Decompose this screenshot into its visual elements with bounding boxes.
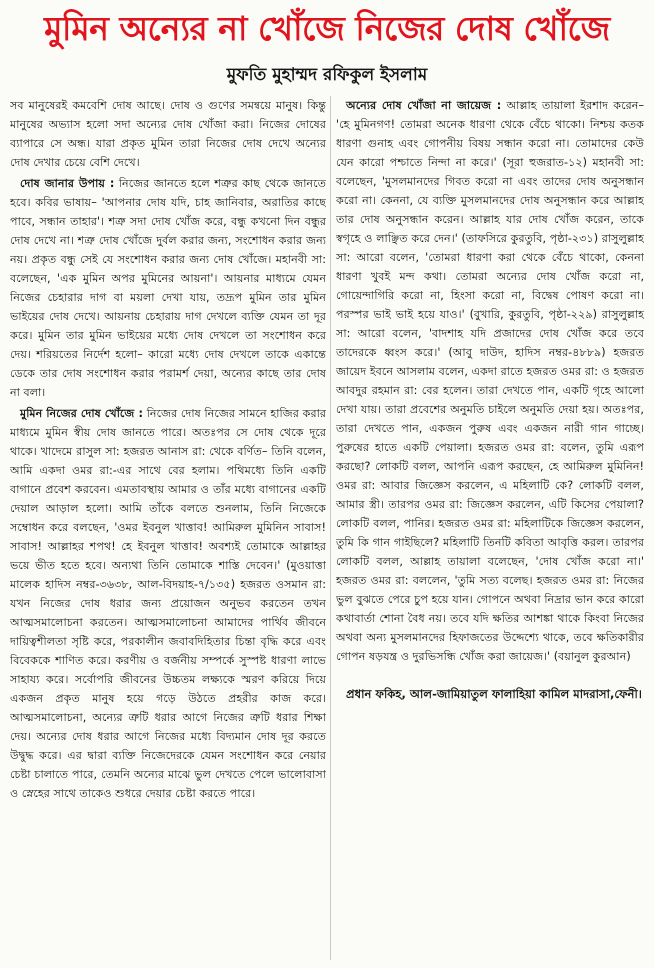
section-text: নিজের দোষ নিজের সামনে হাজির করার মাধ্যমে মুমিন স্বীয় দোষ জানতে পারে। অতঃপর সে দোষ থেকে দূরে থাকে। খাদেমে রাসুল সা: হজরত আনাস রা: থেকে বর্ণিত– তিনি বলেন, আমি একদা ওমর রা:-এর সাথে বের হলাম। পথিমধ্যে তিনি একটি বাগানে প্রবেশ করবেন। এমতাবস্থায় আমার ও তাঁর মধ্যে বাগানের একটি দেয়াল আড়াল হলো। আমি তাঁকে বলতে শুনলাম, তিনি নিজেকে সম্বোধন করে বলছেন, 'ওমর ইবনুল খাত্তাব! আমিরুল মুমিনিন সাবাস! সাবাস! আল্লাহর শপথ! হে ইবনুল খাত্তাব! অবশ্যই তোমাকে আল্লাহর ভয়ে ভীত হতে হবে। অন্যথা তিনি তোমাকে শাস্তি দেবেন।' (মুওয়াত্তা মালেক হাদিস নম্বর-৩৬৩৮, আল-বিদয়াহ-৭/১৩৫) হজরত ওসমান রা: যখন নিজের দোষ ধরার জন্য প্রয়োজন অনুভব করতেন তখন আত্মসমালোচনা করতেন। আত্মসমালোচনা আমাদের পার্থিব জীবনে দায়িত্বশীলতা সৃষ্টি করে, পরকালীন জবাবদিহিতার চিন্তা বৃদ্ধি করে এবং বিবেককে শাণিত করে। করণীয় ও বর্জনীয় সম্পর্কে সুস্পষ্ট ধারণা লাভে সাহায্য করে। সর্বোপরি জীবনের উচ্চতম লক্ষ্যকে স্মরণ করিয়ে দিয়ে একজন প্রকৃত মানুষ হয়ে গড়ে উঠতে প্রহরীর কাজ করে। আত্মসমালোচনা, অন্যের ত্রুটি ধরার আগে নিজের ত্রুটি ধরার শিক্ষা দেয়। অন্যের দোষ ধরার আগে নিজের মধ্যে বিদ্যমান দোষ দূর করতে উদ্বুদ্ধ করে। এর দ্বারা ব্যক্তি নিজেদেরকে যেমন সংশোধন করে নেয়ার চেষ্টা চালাতে পারে, তেমনি অন্যের মাঝে ভুল দেখতে পেলে ভালোবাসা ও স্নেহের সাথে তাকেও শুধরে দেয়ার চেষ্টা করতে পারে।: [10, 407, 326, 800]
column-divider: [330, 96, 331, 960]
section-onner-dosh-khoja: [336, 96, 644, 666]
subheading: অন্যের দোষ খোঁজা না জায়েজ :: [346, 99, 502, 112]
subheading: দোষ জানার উপায় :: [20, 177, 115, 190]
author-signature: প্রধান ফকিহ, আল-জামিয়াতুল ফালাহিয়া কামিল মাদরাসা,ফেনী।: [346, 687, 642, 701]
column-right: [336, 96, 644, 964]
section-text: নিজের জানতে হলে শত্রুর কাছ থেকে জানতে হবে। কবির ভাষায়– 'আপনার দোষ যদি, চাহ জানিবার, অরাতির কাছে পাবে, সন্ধান তাহার'। শত্রু সদা দোষ খোঁজ করে, বন্ধু কখনো দিন বন্ধুর দোষ দেখে না। শত্রু দোষ খোঁজে দুর্বল করার জন্য, সংশোধন করার জন্য নয়। প্রকৃত বন্ধু সেই যে সংশোধন করার জন্য দোষ খোঁজে। মহানবী সা: বলেছেন, 'এক মুমিন অপর মুমিনের আয়না'। আয়নার মাধ্যমে যেমন নিজের চেহারার দাগ বা ময়লা দেখা যায়, তদ্রূপ মুমিন তার মুমিন ভাইয়ের দোষ দেখে। আয়নায় চেহারায় দাগ দেখলে ব্যক্তি যেমন তা দূর করে। মুমিন তার মুমিন ভাইয়ের মধ্যে দোষ দেখলে তা সংশোধন করে দেয়। শরিয়তের নির্দেশ হলো– কারো মধ্যে দোষ দেখলে তাকে একান্তে ডেকে তার দোষ সংশোধন করার পরামর্শ দেয়া, অন্যের কাছে তার দোষ না বলা।: [10, 177, 326, 399]
subheading: মুমিন নিজের দোষ খোঁজে :: [20, 407, 143, 420]
headline: মুমিন অন্যের না খোঁজে নিজের দোষ খোঁজে: [44, 9, 610, 48]
byline: মুফতি মুহাম্মদ রফিকুল ইসলাম: [226, 65, 428, 85]
column-left: [10, 96, 326, 964]
section-text: আল্লাহ তায়ালা ইরশাদ করেন– 'হে মুমিনগণ! তোমরা অনেক ধারণা থেকে বেঁচে থাকো। নিশ্চয় কতক ধারণা গুনাহ এবং গোপনীয় বিষয় সন্ধান করো না। তোমাদের কেউ যেন কারো পশ্চাতে নিন্দা না করে।' (সূরা হুজরাত-১২) মহানবী সা: বলেছেন, 'মুসলমানদের গিবত করো না এবং তাদের দোষ অনুসন্ধান করো না। কেননা, যে ব্যক্তি মুসলমানদের দোষ অনুসন্ধান করে আল্লাহ তার দোষ অনুসন্ধান করেন। আল্লাহ যার দোষ খোঁজ করেন, তাকে স্বগৃহে ও লাঞ্ছিত করে দেন।' (তাফসিরে কুরতুবি, পৃষ্ঠা-২৩১) রাসুলুল্লাহ সা: আরো বলেন, 'তোমরা ধারণা করা থেকে বেঁচে থাকো, কেননা ধারণা খুবই মন্দ কথা। তোমরা অন্যের দোষ খোঁজ করো না, গোয়েন্দাগিরি করো না, হিংসা করো না, বিদ্বেষ পোষণ করো না। পরস্পর ভাই ভাই হয়ে যাও।' (বুখারি, কুরতুবি, পৃষ্ঠা-২২৯) রাসুলুল্লাহ সা: আরো বলেন, 'বাদশাহ যদি প্রজাদের দোষ খোঁজ করে তবে তাদেরকে ধ্বংস করে।' (আবু দাউদ, হাদিস নম্বর-৪৮৮৯) হজরত জায়েদ ইবনে আসলাম বলেন, একদা রাতে হজরত ওমর রা: ও হজরত আবদুর রহমান রা: বের হলেন। তারা দেখতে পান, একটি গৃহে আলো দেখা যায়। তারা প্রবেশের অনুমতি চাইলে অনুমতি দেয়া হয়। অতঃপর, তারা দেখতে পান, একজন পুরুষ এবং একজন নারী গান গাচ্ছে। পুরুষের হাতে একটি পেয়ালা। হজরত ওমর রা: বলেন, তুমি এরূপ করছো? লোকটি বলল, আপনি এরূপ করছেন, হে আমিরুল মুমিনিন! ওমর রা: আবার জিজ্ঞেস করলেন, এ মহিলাটি কে? লোকটি বলল, আমার স্ত্রী। তারপর ওমর রা: জিজ্ঞেস করলেন, এটি কিসের পেয়ালা? লোকটি বলল, পানির। হজরত ওমর রা: মহিলাটিকে জিজ্ঞেস করলেন, তুমি কি গান গাইছিলে? মহিলাটি তিনটি কবিতা আবৃত্তি করল। তারপর লোকটি বলল, আল্লাহ তায়ালা বলেছেন, 'দোষ খোঁজ করো না।' হজরত ওমর রা: বললেন, 'তুমি সত্য বলেছ। হজরত ওমর রা: নিজের ভুল বুঝতে পেরে চুপ হয়ে যান। গোপনে অথবা নিদ্রার ভান করে কারো কথাবার্তা শোনা বৈধ নয়। তবে যদি ক্ষতির আশঙ্কা থাকে কিংবা নিজের অথবা অন্য মুসলমানদের হিফাজতের উদ্দেশ্যে থাকে, তবে ক্ষতিকারীর গোপন ষড়যন্ত্র ও দুরভিসন্ধি খোঁজ করা জায়েজ।' (বয়ানুল কুরআন): [336, 99, 644, 663]
intro-paragraph: সব মানুষেরই কমবেশি দোষ আছে। দোষ ও গুণের সমন্বয়ে মানুষ। কিন্তু মানুষের অভ্যাস হলো সদা অন্যের দোষ খোঁজা করা। নিজের দোষের ব্যাপারে সে অন্ধ। যারা প্রকৃত মুমিন তারা নিজের দোষ দেখে অন্যের দোষ দেখার চেয়ে বেশি দেখে।: [10, 99, 326, 169]
section-mumin-nijer-dosh: [10, 404, 326, 803]
section-dosh-janar-upay: [10, 174, 326, 402]
